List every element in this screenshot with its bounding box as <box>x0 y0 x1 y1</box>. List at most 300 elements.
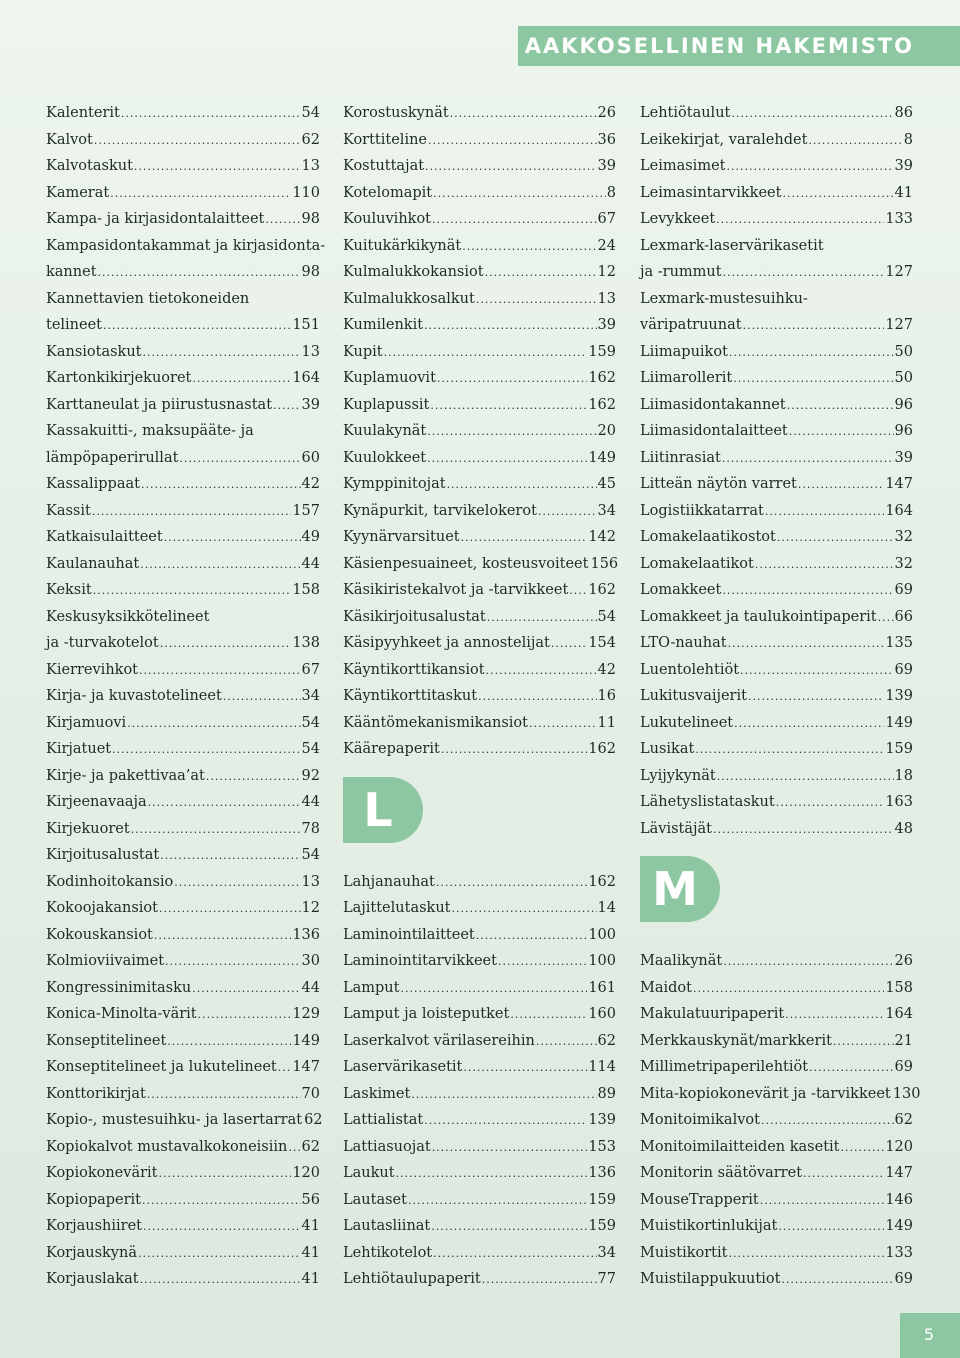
entry-term: ja -turvakotelot <box>46 635 159 651</box>
entry-term: Kirjatuet <box>46 741 112 757</box>
entry-term: Liimasidontalaitteet <box>640 423 788 439</box>
entry-term: Kampasidontakammat ja kirjasidonta- <box>46 237 326 254</box>
entry-page-number: 48 <box>894 820 913 837</box>
entry-term: Kuitukärkikynät <box>343 237 462 254</box>
entry-term: Kierrevihkot <box>46 661 139 678</box>
index-entry <box>640 1054 913 1081</box>
dot-leader <box>140 1267 301 1294</box>
index-entry <box>46 948 320 975</box>
entry-page-number: 62 <box>301 131 320 148</box>
dot-leader <box>785 1002 884 1029</box>
dot-leader <box>432 207 597 234</box>
dot-leader <box>713 817 894 844</box>
entry-term: Laminointilaitteet <box>343 926 475 943</box>
dot-leader <box>740 658 894 685</box>
entry-term: Kodinhoitokansio <box>46 873 174 890</box>
entry-page-number: 156 <box>590 555 619 572</box>
entry-term: Korjaushiiret <box>46 1218 142 1234</box>
index-entry <box>343 180 616 207</box>
index-entry <box>46 710 320 737</box>
index-entry <box>46 1054 320 1081</box>
index-entry <box>640 975 913 1002</box>
entry-page-number: 36 <box>597 131 616 148</box>
entry-term: Kopiokonevärit <box>46 1165 158 1181</box>
entry-page-number: 70 <box>301 1085 320 1102</box>
entry-term: Monitoimilaitteiden kasetit <box>640 1138 840 1155</box>
index-entry <box>46 180 320 207</box>
dot-leader <box>808 128 902 155</box>
index-entry <box>46 1081 320 1108</box>
index-entry <box>640 736 913 763</box>
entry-page-number: 21 <box>894 1032 913 1049</box>
entry-page-number: 127 <box>885 264 913 280</box>
entry-term: Kannettavien tietokoneiden <box>46 290 250 307</box>
index-entry <box>46 471 320 498</box>
entry-page-number: 164 <box>885 502 913 519</box>
entry-page-number: 45 <box>597 476 616 492</box>
index-entry <box>343 365 616 392</box>
index-entry <box>640 1134 913 1161</box>
index-entry <box>343 577 616 604</box>
entry-term: Kolmioviivaimet <box>46 953 165 969</box>
entry-page-number: 67 <box>597 211 616 227</box>
entry-page-number: 41 <box>301 1271 320 1287</box>
dot-leader <box>447 472 597 499</box>
entry-term: Kääntömekanismikansiot <box>343 714 528 731</box>
index-entry <box>640 948 913 975</box>
dot-leader <box>273 393 301 420</box>
dot-leader <box>428 128 597 155</box>
index-entry <box>46 1160 320 1187</box>
entry-term: Käsikirjoitusalustat <box>343 608 486 625</box>
entry-term: Kulmalukkokansiot <box>343 264 484 280</box>
index-entry <box>640 1213 913 1240</box>
dot-leader <box>433 181 606 208</box>
index-entry <box>640 551 913 578</box>
entry-term: Litteän näytön varret <box>640 476 797 492</box>
dot-leader <box>427 419 596 446</box>
entry-term: Korjauskynä <box>46 1244 137 1261</box>
entry-term: Kassalippaat <box>46 476 140 492</box>
entry-page-number: 20 <box>597 423 616 439</box>
index-entry <box>343 392 616 419</box>
dot-leader <box>485 260 597 287</box>
entry-term: Kouluvihkot <box>343 211 431 227</box>
index-entry <box>343 498 616 525</box>
index-entry <box>46 1001 320 1028</box>
entry-term: Karttaneulat ja piirustusnastat <box>46 396 273 413</box>
entry-term: Lamput <box>343 979 400 996</box>
entry-page-number: 26 <box>894 953 913 969</box>
entry-term: Kokouskansiot <box>46 926 153 943</box>
entry-page-number: 147 <box>885 1165 913 1181</box>
entry-term: Kostuttajat <box>343 158 425 174</box>
entry-term: lämpöpaperirullat <box>46 449 179 466</box>
dot-leader <box>693 976 884 1003</box>
dot-leader <box>432 1135 588 1162</box>
entry-term: Kansiotaskut <box>46 343 142 360</box>
index-entry <box>640 683 913 710</box>
entry-page-number: 163 <box>885 794 913 810</box>
dot-leader <box>396 1161 588 1188</box>
dot-leader <box>411 1082 596 1109</box>
index-entry <box>640 286 913 313</box>
index-entry <box>640 524 913 551</box>
entry-term: Liimarollerit <box>640 370 733 386</box>
dot-leader <box>878 605 894 632</box>
index-entry <box>343 657 616 684</box>
index-entry <box>343 233 616 260</box>
dot-leader <box>92 499 291 526</box>
entry-page-number: 44 <box>301 555 320 572</box>
entry-term: ja -rummut <box>640 264 722 280</box>
entry-term: Muistikortinlukijat <box>640 1218 778 1234</box>
index-entry <box>640 180 913 207</box>
index-entry <box>343 418 616 445</box>
index-column-1 <box>46 100 326 1293</box>
entry-term: Lexmark-mustesuihku- <box>640 290 808 307</box>
entry-term: Liimapuikot <box>640 343 728 360</box>
entry-term: Lehtikotelot <box>343 1244 433 1261</box>
entry-term: Kirjekuoret <box>46 820 130 837</box>
index-entry <box>343 259 616 286</box>
entry-page-number: 142 <box>588 529 616 545</box>
section-letter-marker <box>343 763 616 869</box>
entry-term: Maalikynät <box>640 953 723 969</box>
dot-leader <box>782 181 893 208</box>
index-entry <box>46 551 320 578</box>
entry-term: Käsienpesuaineet, kosteusvoiteet <box>343 555 589 572</box>
dot-leader <box>93 578 292 605</box>
dot-leader <box>167 1029 291 1056</box>
index-entry <box>640 392 913 419</box>
dot-leader <box>424 1108 587 1135</box>
entry-term: Lomakkeet ja taulukointipaperit <box>640 608 877 625</box>
entry-page-number: 92 <box>301 767 320 784</box>
dot-leader <box>451 896 596 923</box>
dot-leader <box>437 366 587 393</box>
entry-term: Kynäpurkit, tarvikelokerot <box>343 502 537 519</box>
index-entry <box>46 100 320 127</box>
index-entry <box>343 948 616 975</box>
dot-leader <box>265 207 300 234</box>
index-entry <box>640 365 913 392</box>
entry-page-number: 56 <box>301 1191 320 1208</box>
entry-term: Konseptitelineet ja lukutelineet <box>46 1059 277 1075</box>
entry-term: Kamerat <box>46 184 110 201</box>
entry-term: Monitorin säätövarret <box>640 1165 803 1181</box>
page-number-box <box>900 1313 960 1358</box>
index-entry <box>343 1001 616 1028</box>
index-entry <box>640 1266 913 1293</box>
dot-leader <box>223 684 301 711</box>
entry-page-number: 41 <box>301 1218 320 1234</box>
dot-leader <box>160 843 300 870</box>
index-entry <box>46 1187 320 1214</box>
entry-term: Kongressinimitasku <box>46 979 192 996</box>
entry-page-number: 127 <box>885 317 913 333</box>
entry-term: Kopiokalvot mustavalkokoneisiin <box>46 1138 288 1155</box>
entry-term: Lomakelaatikostot <box>640 529 776 545</box>
entry-page-number: 159 <box>588 1191 616 1208</box>
dot-leader <box>425 154 597 181</box>
index-entry <box>343 524 616 551</box>
index-entry <box>46 577 320 604</box>
entry-term: Käsikiristekalvot ja -tarvikkeet <box>343 582 569 598</box>
entry-term: Kalvot <box>46 131 93 148</box>
dot-leader <box>141 472 301 499</box>
entry-page-number: 42 <box>597 661 616 678</box>
entry-term: Kopio-, mustesuihku- ja lasertarrat <box>46 1112 303 1128</box>
dot-leader <box>198 1002 292 1029</box>
index-entry <box>46 630 320 657</box>
dot-leader <box>94 128 301 155</box>
entry-term: Kuplapussit <box>343 396 430 413</box>
index-entry <box>46 312 320 339</box>
entry-term: Kyynärvarsituet <box>343 529 460 545</box>
entry-page-number: 18 <box>894 767 913 784</box>
dot-leader <box>781 1267 893 1294</box>
entry-page-number: 96 <box>894 396 913 413</box>
entry-page-number: 135 <box>885 635 913 651</box>
entry-page-number: 130 <box>892 1085 921 1102</box>
index-entry <box>46 418 320 445</box>
dot-leader <box>164 525 301 552</box>
entry-page-number: 158 <box>885 979 913 996</box>
dot-leader <box>165 949 301 976</box>
entry-term: Konseptitelineet <box>46 1032 167 1049</box>
entry-term: Lattiasuojat <box>343 1138 431 1155</box>
entry-page-number: 136 <box>588 1165 616 1181</box>
entry-page-number: 69 <box>894 661 913 678</box>
entry-term: Lexmark-laservärikasetit <box>640 237 824 254</box>
entry-term: Lautaset <box>343 1191 407 1208</box>
index-entry <box>640 498 913 525</box>
entry-page-number: 39 <box>597 158 616 174</box>
entry-page-number: 86 <box>894 105 913 121</box>
entry-page-number: 89 <box>597 1085 616 1102</box>
dot-leader <box>722 578 893 605</box>
dot-leader <box>734 711 884 738</box>
dot-leader <box>538 499 597 526</box>
entry-term: Lukutelineet <box>640 714 734 731</box>
entry-page-number: 69 <box>894 1271 913 1287</box>
entry-term: Liimasidontakannet <box>640 396 786 413</box>
dot-leader <box>726 154 893 181</box>
entry-page-number: 154 <box>588 635 616 651</box>
index-entry <box>640 153 913 180</box>
dot-leader <box>776 790 885 817</box>
dot-leader <box>154 923 291 950</box>
index-entry <box>640 127 913 154</box>
entry-page-number: 153 <box>588 1138 616 1155</box>
dot-leader <box>476 923 588 950</box>
entry-term: telineet <box>46 317 103 333</box>
index-entry <box>343 1187 616 1214</box>
entry-term: Kalvotaskut <box>46 158 133 174</box>
index-entry <box>640 763 913 790</box>
entry-page-number: 161 <box>588 979 616 996</box>
entry-page-number: 164 <box>885 1006 913 1022</box>
dot-leader <box>498 949 587 976</box>
entry-page-number: 149 <box>292 1032 320 1049</box>
entry-page-number: 54 <box>597 608 616 625</box>
dot-leader <box>729 340 894 367</box>
entry-term: Lehtiötaulut <box>640 105 731 121</box>
index-entry <box>343 630 616 657</box>
page-title: AAKKOSELLINEN HAKEMISTO <box>524 34 914 58</box>
entry-page-number: 50 <box>894 343 913 360</box>
entry-page-number: 13 <box>301 873 320 890</box>
entry-term: Laserkalvot värilasereihin <box>343 1032 535 1049</box>
dot-leader <box>463 1055 587 1082</box>
entry-page-number: 147 <box>885 476 913 492</box>
index-entry <box>343 736 616 763</box>
index-entry <box>640 1107 913 1134</box>
dot-leader <box>140 552 300 579</box>
index-entry <box>46 1213 320 1240</box>
entry-page-number: 44 <box>301 979 320 996</box>
index-entry <box>46 339 320 366</box>
index-entry <box>640 1187 913 1214</box>
entry-page-number: 34 <box>597 1244 616 1261</box>
index-entry <box>640 1240 913 1267</box>
entry-term: Käyntikorttitaskut <box>343 688 478 704</box>
entry-page-number: 114 <box>588 1059 616 1075</box>
dot-leader <box>278 1055 292 1082</box>
entry-term: Korjauslakat <box>46 1271 139 1287</box>
entry-page-number: 60 <box>301 449 320 466</box>
dot-leader <box>103 313 291 340</box>
entry-page-number: 62 <box>597 1032 616 1049</box>
entry-page-number: 62 <box>301 1138 320 1155</box>
entry-term: Kalenterit <box>46 105 120 121</box>
entry-page-number: 133 <box>885 211 913 227</box>
index-entry <box>640 100 913 127</box>
index-entry <box>640 1028 913 1055</box>
entry-page-number: 149 <box>588 449 616 466</box>
dot-leader <box>192 976 300 1003</box>
entry-term: Laskimet <box>343 1085 411 1102</box>
dot-leader <box>833 1029 894 1056</box>
entry-page-number: 77 <box>597 1271 616 1287</box>
index-entry <box>640 339 913 366</box>
entry-page-number: 24 <box>597 237 616 254</box>
index-column-3 <box>640 100 921 1293</box>
index-entry <box>46 869 320 896</box>
index-entry <box>46 842 320 869</box>
entry-page-number: 54 <box>301 847 320 863</box>
dot-leader <box>159 896 301 923</box>
index-entry <box>46 233 326 260</box>
index-entry <box>46 763 320 790</box>
dot-leader <box>139 658 301 685</box>
entry-page-number: 164 <box>292 370 320 386</box>
entry-page-number: 41 <box>894 184 913 201</box>
entry-page-number: 54 <box>301 105 320 121</box>
entry-page-number: 69 <box>894 1059 913 1075</box>
dot-leader <box>138 1241 301 1268</box>
index-entry <box>343 710 616 737</box>
entry-page-number: 159 <box>885 741 913 757</box>
entry-term: Kuulakynät <box>343 423 427 439</box>
entry-term: Keksit <box>46 582 92 598</box>
index-entry <box>46 445 320 472</box>
entry-page-number: 14 <box>597 900 616 916</box>
entry-term: Lähetyslistataskut <box>640 794 775 810</box>
entry-page-number: 146 <box>885 1191 913 1208</box>
dot-leader <box>112 737 300 764</box>
entry-term: Lomakelaatikot <box>640 555 754 572</box>
entry-term: Kumilenkit <box>343 317 424 333</box>
entry-page-number: 100 <box>588 953 616 969</box>
dot-leader <box>436 870 587 897</box>
entry-page-number: 42 <box>301 476 320 492</box>
dot-leader <box>760 1188 885 1215</box>
dot-leader <box>529 711 597 738</box>
index-entry <box>640 657 913 684</box>
dot-leader <box>134 154 301 181</box>
index-entry <box>343 604 616 631</box>
entry-term: Kymppinitojat <box>343 476 446 492</box>
entry-term: Keskusyksikkötelineet <box>46 608 210 625</box>
entry-page-number: 159 <box>588 1218 616 1234</box>
dot-leader <box>486 658 597 685</box>
dot-leader <box>147 1082 301 1109</box>
index-entry <box>640 630 913 657</box>
index-entry <box>343 1081 616 1108</box>
entry-page-number: 34 <box>301 688 320 704</box>
dot-leader <box>765 499 884 526</box>
entry-term: Käärepaperit <box>343 741 440 757</box>
entry-page-number: 139 <box>885 688 913 704</box>
entry-term: Lehtiötaulupaperit <box>343 1271 481 1287</box>
entry-page-number: 62 <box>304 1112 323 1128</box>
dot-leader <box>98 260 301 287</box>
entry-page-number: 54 <box>301 741 320 757</box>
index-entry <box>343 153 616 180</box>
index-entry <box>46 286 320 313</box>
index-entry <box>46 392 320 419</box>
header-band <box>518 26 960 66</box>
index-entry <box>343 895 616 922</box>
dot-leader <box>778 1214 884 1241</box>
index-entry <box>343 922 616 949</box>
dot-leader <box>717 764 894 791</box>
entry-page-number: 54 <box>301 714 320 731</box>
index-entry <box>640 418 913 445</box>
dot-leader <box>121 101 301 128</box>
dot-leader <box>731 101 893 128</box>
dot-leader <box>789 419 894 446</box>
entry-page-number: 96 <box>894 423 913 439</box>
entry-page-number: 120 <box>292 1165 320 1181</box>
entry-term: Kirjeenavaaja <box>46 794 147 810</box>
entry-term: Liitinrasiat <box>640 449 721 466</box>
dot-leader <box>728 631 885 658</box>
entry-term: Kaulanauhat <box>46 555 140 572</box>
dot-leader <box>131 817 301 844</box>
dot-leader <box>143 340 301 367</box>
index-entry <box>640 1001 913 1028</box>
entry-term: Laservärikasetit <box>343 1059 463 1075</box>
dot-leader <box>723 949 893 976</box>
entry-page-number: 13 <box>597 290 616 307</box>
index-entry <box>343 339 616 366</box>
index-entry <box>46 683 320 710</box>
index-entry <box>46 604 320 631</box>
index-entry <box>343 1107 616 1134</box>
